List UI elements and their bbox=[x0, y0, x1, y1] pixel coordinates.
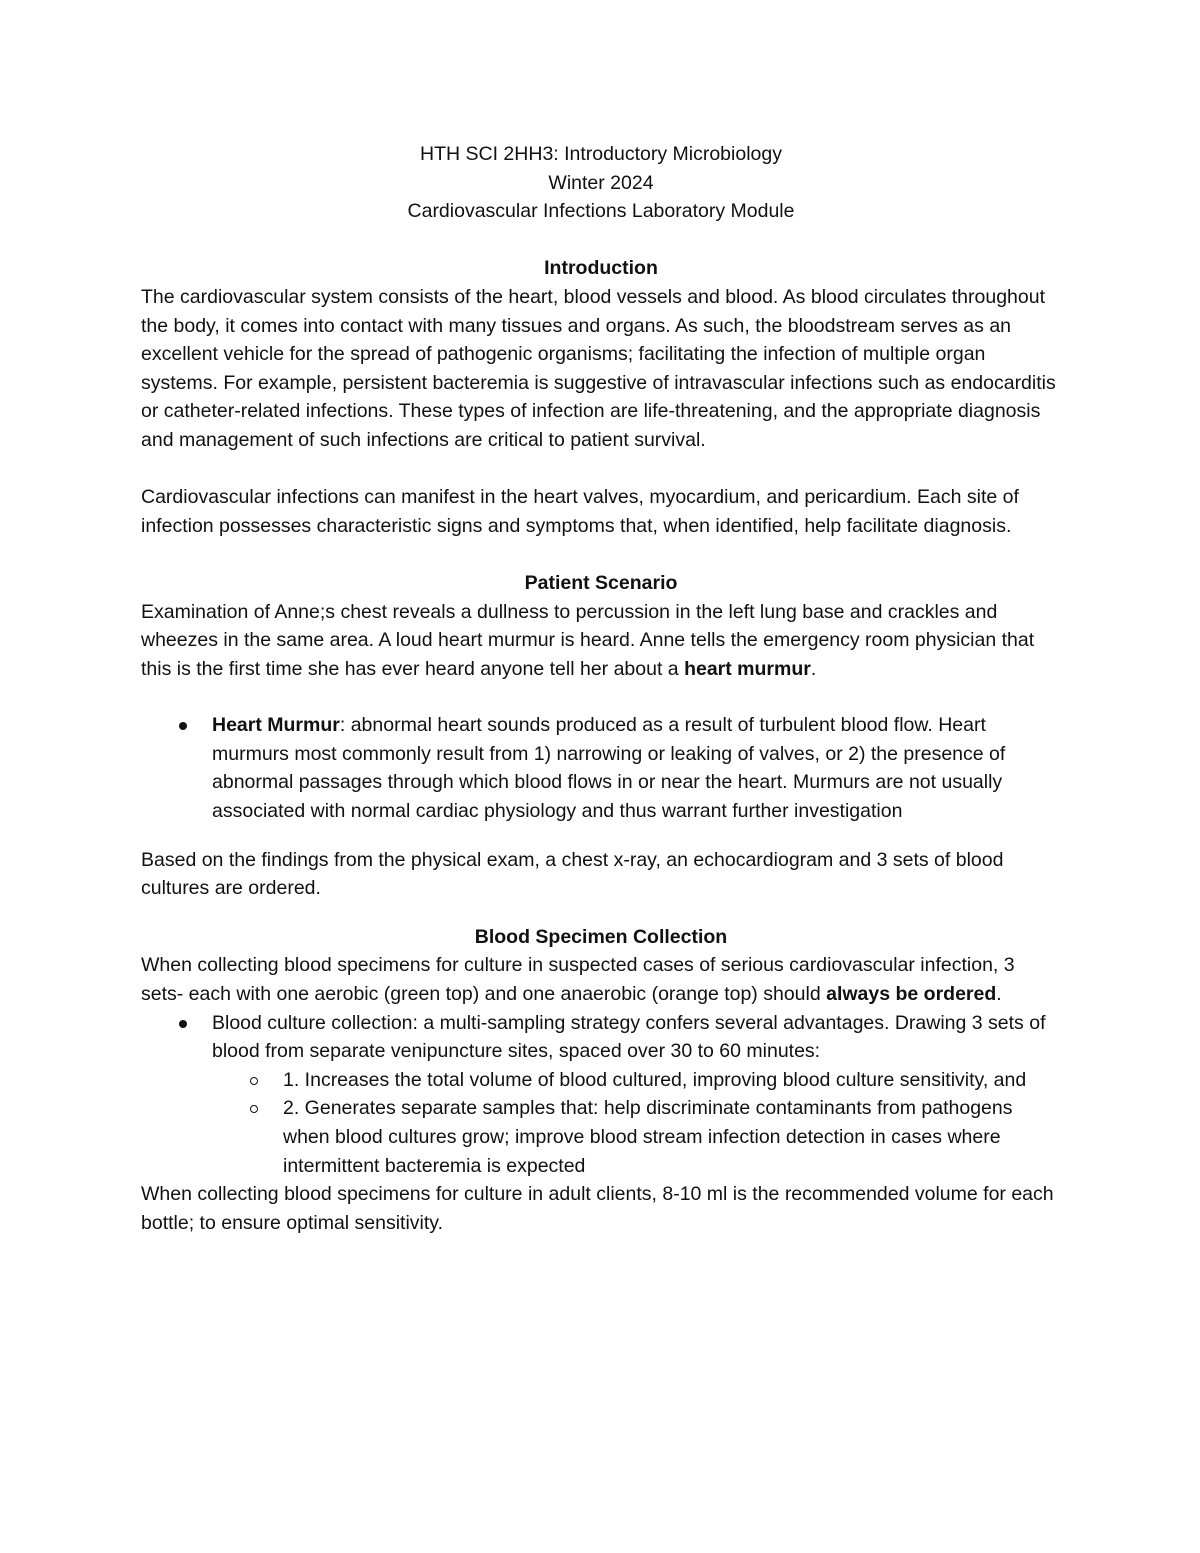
heart-murmur-list bbox=[141, 711, 1061, 825]
circle-bullet-icon bbox=[250, 1105, 258, 1113]
scenario-heading: Patient Scenario bbox=[524, 571, 678, 594]
scenario-paragraph-end: . bbox=[810, 657, 817, 680]
heart-murmur-definition: : abnormal heart sounds produced as a result of turbulent blood flow. Heart murmurs most commonly result from 1) narrowing or leaking of valves, or 2) the presence of abnormal passages through which blood flows in or near the heart. Murmurs are not usually associated with normal cardiac physiology and thus warrant further investigation bbox=[212, 714, 1006, 823]
sub-item-text: 2. Generates separate samples that: help discriminate contaminants from pathogens when blood cultures grow; improve blood stream infection detection in cases where intermittent bacteremia is expected bbox=[283, 1097, 1013, 1177]
circle-bullet-icon bbox=[250, 1077, 258, 1085]
collection-sub-list bbox=[212, 1066, 1061, 1180]
module-title: Cardiovascular Infections Laboratory Module bbox=[407, 200, 795, 223]
scenario-followup: Based on the findings from the physical exam, a chest x-ray, an echocardiogram and 3 sets of blood cultures are ordered. bbox=[141, 848, 1004, 900]
heart-murmur-term: Heart Murmur bbox=[212, 714, 340, 737]
collection-heading: Blood Specimen Collection bbox=[474, 925, 728, 948]
introduction-heading: Introduction bbox=[544, 257, 658, 280]
introduction-paragraph-2: Cardiovascular infections can manifest in the heart valves, myocardium, and pericardium. Each site of infection possesses characteristic signs and symptoms that, when identified, help facilitate diagnosis. bbox=[141, 486, 1019, 537]
collection-intro bbox=[141, 951, 1061, 1008]
introduction-paragraph-1: The cardiovascular system consists of the heart, blood vessels and blood. As blood circulates throughout the body, it comes into contact with many tissues and organs. As such, the bloodstream serves as an excellent vehicle for the spread of pathogenic organisms; facilitating the infection of multiple organ systems. For example, persistent bacteremia is suggestive of intravascular infections such as endocarditis or catheter-related infections. These types of infection are life-threatening, and the appropriate diagnosis and management of such infections are critical to patient survival. bbox=[141, 285, 1056, 451]
collection-list bbox=[141, 1009, 1061, 1181]
collection-intro-text: When collecting blood specimens for culture in suspected cases of serious cardiovascular infection, 3 sets- each with one aerobic (green top) and one anaerobic (orange top) should bbox=[141, 954, 1015, 1006]
course-title: HTH SCI 2HH3: Introductory Microbiology bbox=[420, 143, 782, 165]
scenario-paragraph bbox=[141, 598, 1061, 684]
collection-closing: When collecting blood specimens for culture in adult clients, 8-10 ml is the recommended volume for each bottle; to ensure optimal sensitivity. bbox=[141, 1183, 1054, 1234]
collection-intro-end: . bbox=[996, 983, 1002, 1006]
sub-item-text: 1. Increases the total volume of blood cultured, improving blood culture sensitivity, and bbox=[283, 1068, 1027, 1091]
list-item bbox=[212, 1094, 1061, 1180]
collection-intro-bold: always be ordered bbox=[826, 983, 997, 1006]
bullet-icon bbox=[179, 1020, 187, 1028]
list-item bbox=[141, 711, 1061, 825]
list-item bbox=[141, 1009, 1061, 1181]
scenario-paragraph-text: Examination of Anne;s chest reveals a dullness to percussion in the left lung base and crackles and wheezes in the same area. A loud heart murmur is heard. Anne tells the emergency room physician that this is the first time she has ever heard anyone tell her about a bbox=[141, 600, 1035, 680]
collection-bullet-text: Blood culture collection: a multi-sampling strategy confers several advantages. Drawing 3 sets of blood from separate venipuncture sites, spaced over 30 to 60 minutes: bbox=[212, 1011, 1046, 1063]
bullet-icon bbox=[179, 722, 187, 730]
document-page bbox=[141, 140, 1061, 1237]
term-label: Winter 2024 bbox=[548, 171, 654, 194]
scenario-paragraph-bold: heart murmur bbox=[684, 657, 811, 680]
list-item bbox=[212, 1066, 1061, 1095]
